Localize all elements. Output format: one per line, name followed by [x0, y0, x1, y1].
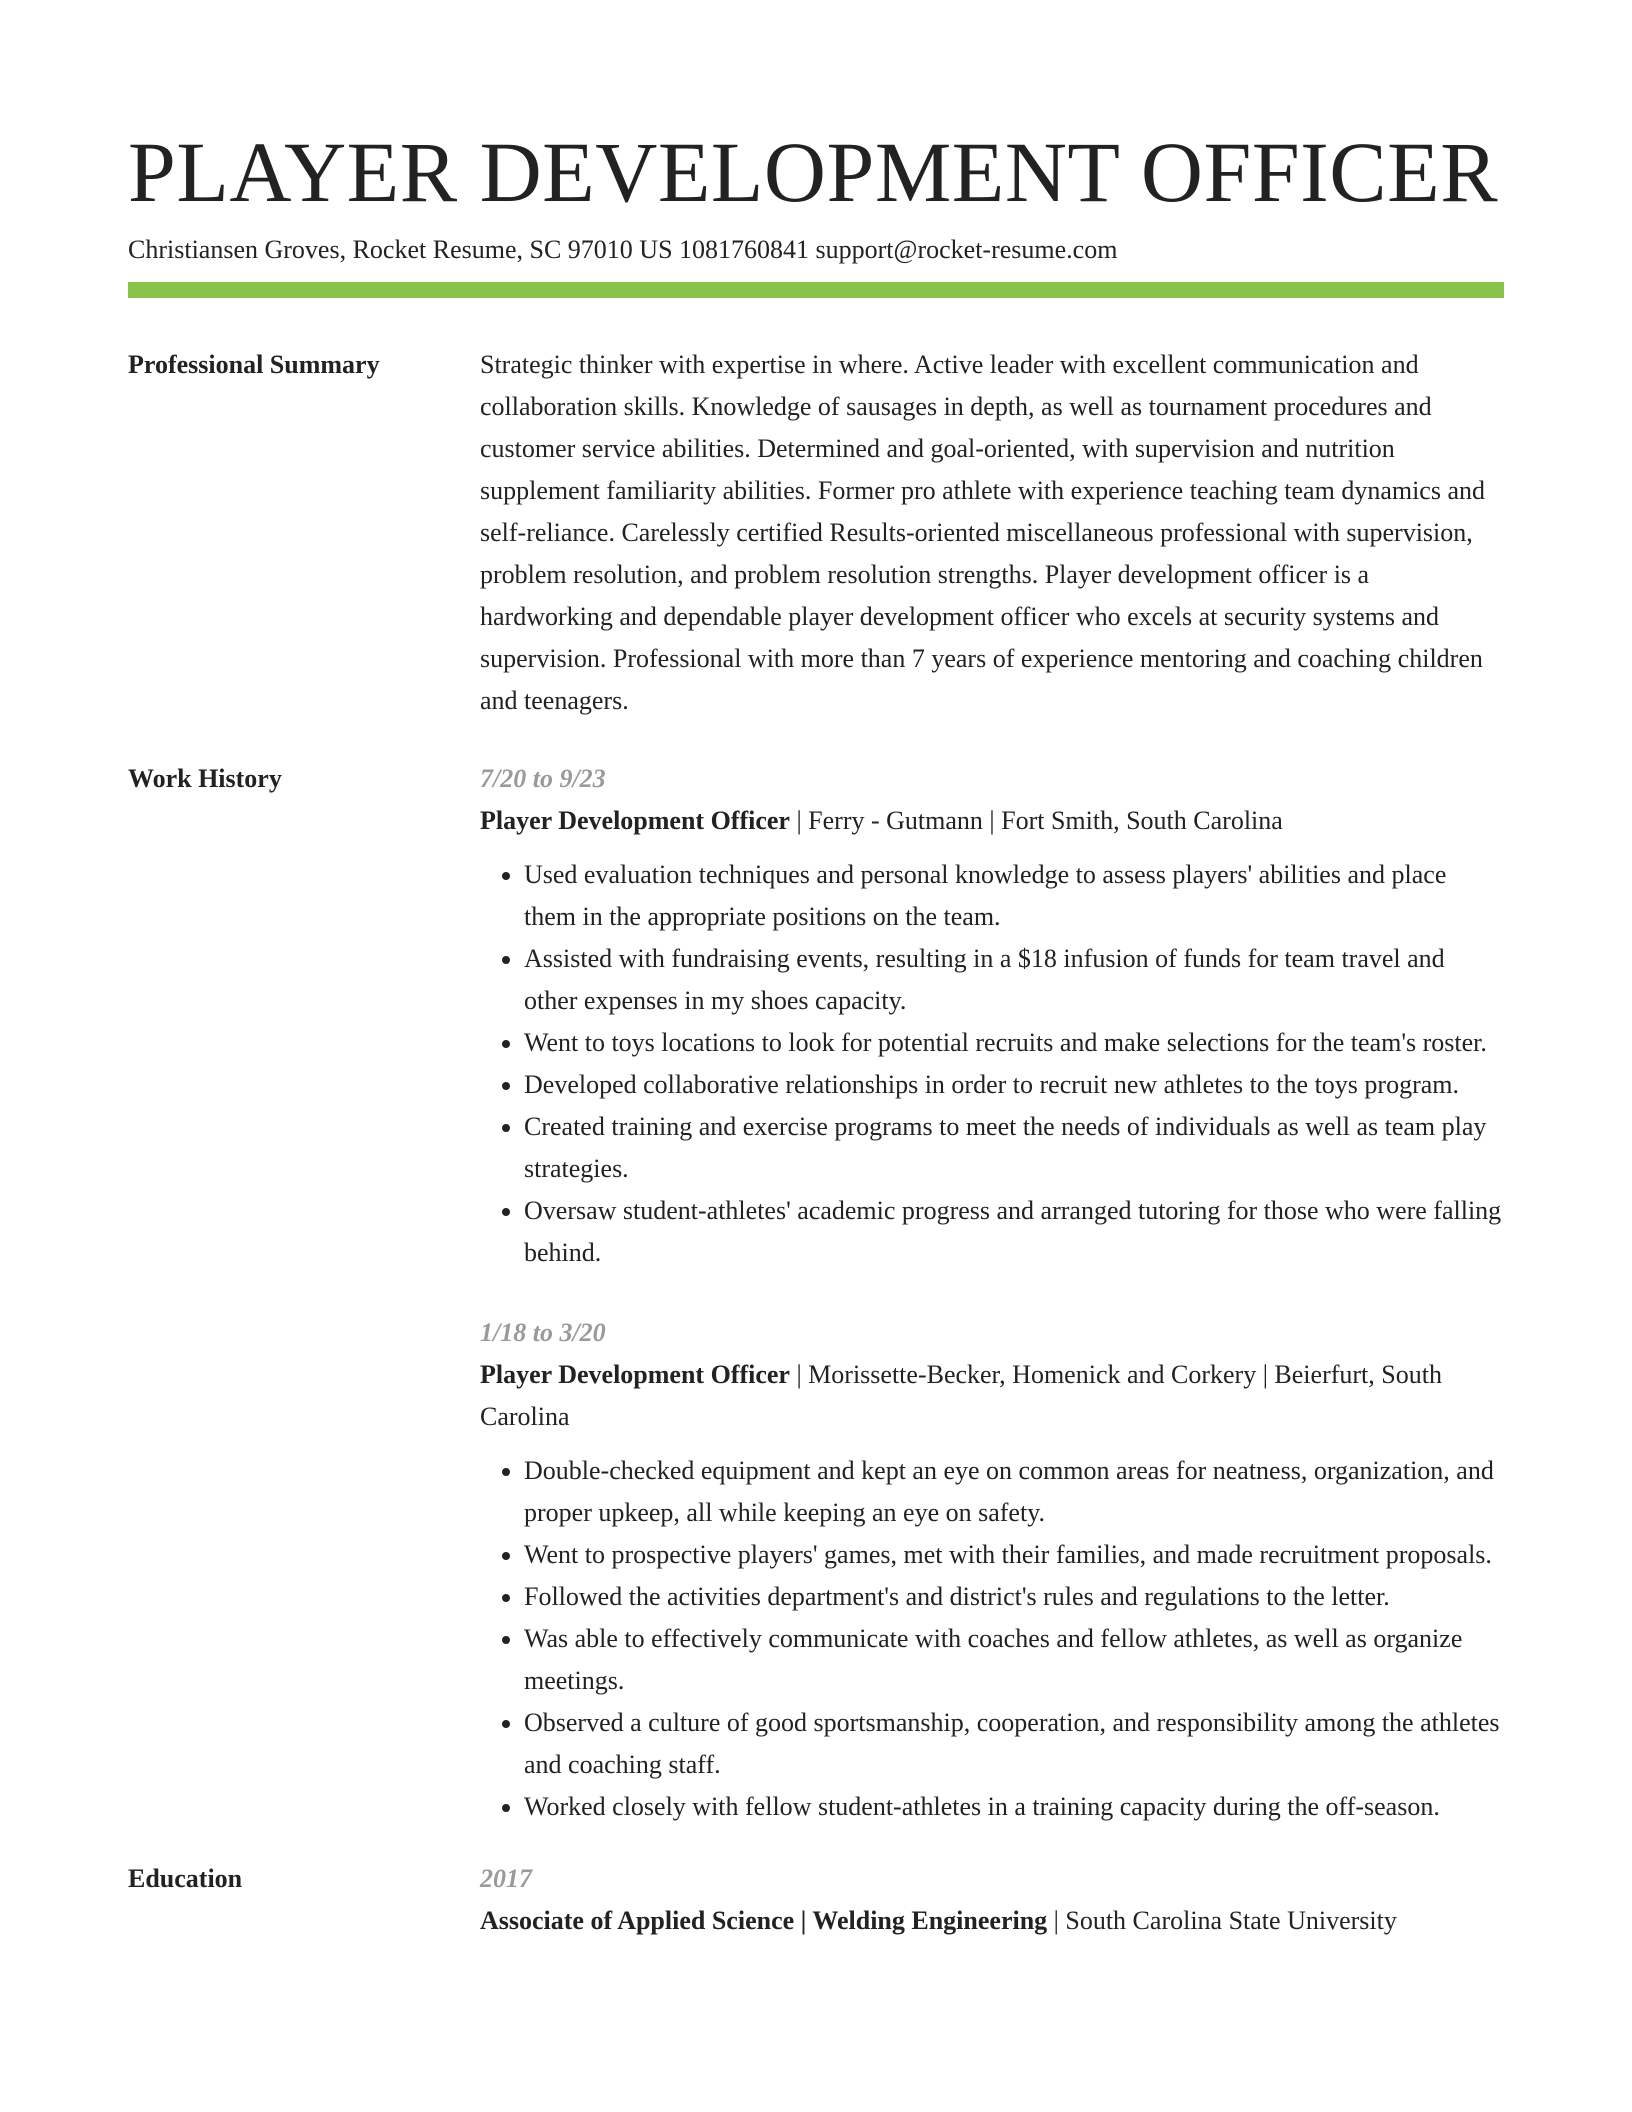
work-history-section [128, 758, 1504, 1828]
job-bullets [480, 1450, 1504, 1828]
section-heading: Work History [128, 764, 282, 793]
bullet-item: • Worked closely with fellow student-athletes in a training capacity during the off-season. [524, 1786, 1504, 1828]
bullet-item: • Oversaw student-athletes' academic progress and arranged tutoring for those who were falling behind. [524, 1190, 1504, 1274]
job-title-line [480, 1354, 1504, 1438]
job-role: Player Development Officer [480, 1360, 790, 1389]
resume-title: PLAYER DEVELOPMENT OFFICER [128, 124, 1499, 220]
education-year: 2017 [480, 1864, 532, 1893]
job-dates: 1/18 to 3/20 [480, 1318, 606, 1347]
job-entry [480, 758, 1504, 1274]
education-degree: Associate of Applied Science | Welding Engineering [480, 1906, 1048, 1935]
education-section [128, 1858, 1504, 1942]
resume-page [128, 122, 1504, 1942]
education-school: | South Carolina State University [1047, 1906, 1397, 1935]
job-employer-location: | Ferry - Gutmann | Fort Smith, South Carolina [789, 806, 1283, 835]
bullet-item: • Double-checked equipment and kept an eye on common areas for neatness, organization, and proper upkeep, all while keeping an eye on safety. [524, 1450, 1504, 1534]
job-role: Player Development Officer [480, 806, 790, 835]
bullet-item: • Went to toys locations to look for potential recruits and make selections for the team's roster. [524, 1022, 1504, 1064]
bullet-item: • Went to prospective players' games, met with their families, and made recruitment proposals. [524, 1534, 1504, 1576]
bullet-item: • Observed a culture of good sportsmanship, cooperation, and responsibility among the athletes and coaching staff. [524, 1702, 1504, 1786]
job-entry [480, 1312, 1504, 1828]
bullet-item: • Used evaluation techniques and personal knowledge to assess players' abilities and place them in the appropriate positions on the team. [524, 854, 1504, 938]
section-heading: Professional Summary [128, 350, 380, 379]
job-title-line [480, 800, 1504, 842]
summary-text: Strategic thinker with expertise in where. Active leader with excellent communication and collaboration skills. Knowledge of sausages in depth, as well as tournament procedures and customer service abilities. Determined and goal-oriented, with supervision and nutrition supplement familiarity abilities. Former pro athlete with experience teaching team dynamics and self-reliance. Carelessly certified Results-oriented miscellaneous professional with supervision, problem resolution, and problem resolution strengths. Player development officer is a hardworking and dependable player development officer who excels at security systems and supervision. Professional with more than 7 years of experience mentoring and coaching children and teenagers. [480, 350, 1485, 715]
job-dates: 7/20 to 9/23 [480, 764, 606, 793]
bullet-item: • Developed collaborative relationships in order to recruit new athletes to the toys program. [524, 1064, 1504, 1106]
education-line [480, 1900, 1504, 1942]
section-heading: Education [128, 1864, 243, 1893]
contact-line: Christiansen Groves, Rocket Resume, SC 97010 US 1081760841 support@rocket-resume.com [128, 235, 1118, 264]
professional-summary-section [128, 344, 1504, 722]
bullet-item: • Assisted with fundraising events, resulting in a $18 infusion of funds for team travel and other expenses in my shoes capacity. [524, 938, 1504, 1022]
accent-divider [128, 282, 1504, 298]
job-employer-location: | Morissette-Becker, Homenick and Corkery | Beierfurt, South Carolina [480, 1360, 1442, 1431]
bullet-item: • Was able to effectively communicate with coaches and fellow athletes, as well as organize meetings. [524, 1618, 1504, 1702]
bullet-item: • Created training and exercise programs to meet the needs of individuals as well as team play strategies. [524, 1106, 1504, 1190]
bullet-item: • Followed the activities department's and district's rules and regulations to the letter. [524, 1576, 1504, 1618]
job-bullets [480, 854, 1504, 1274]
